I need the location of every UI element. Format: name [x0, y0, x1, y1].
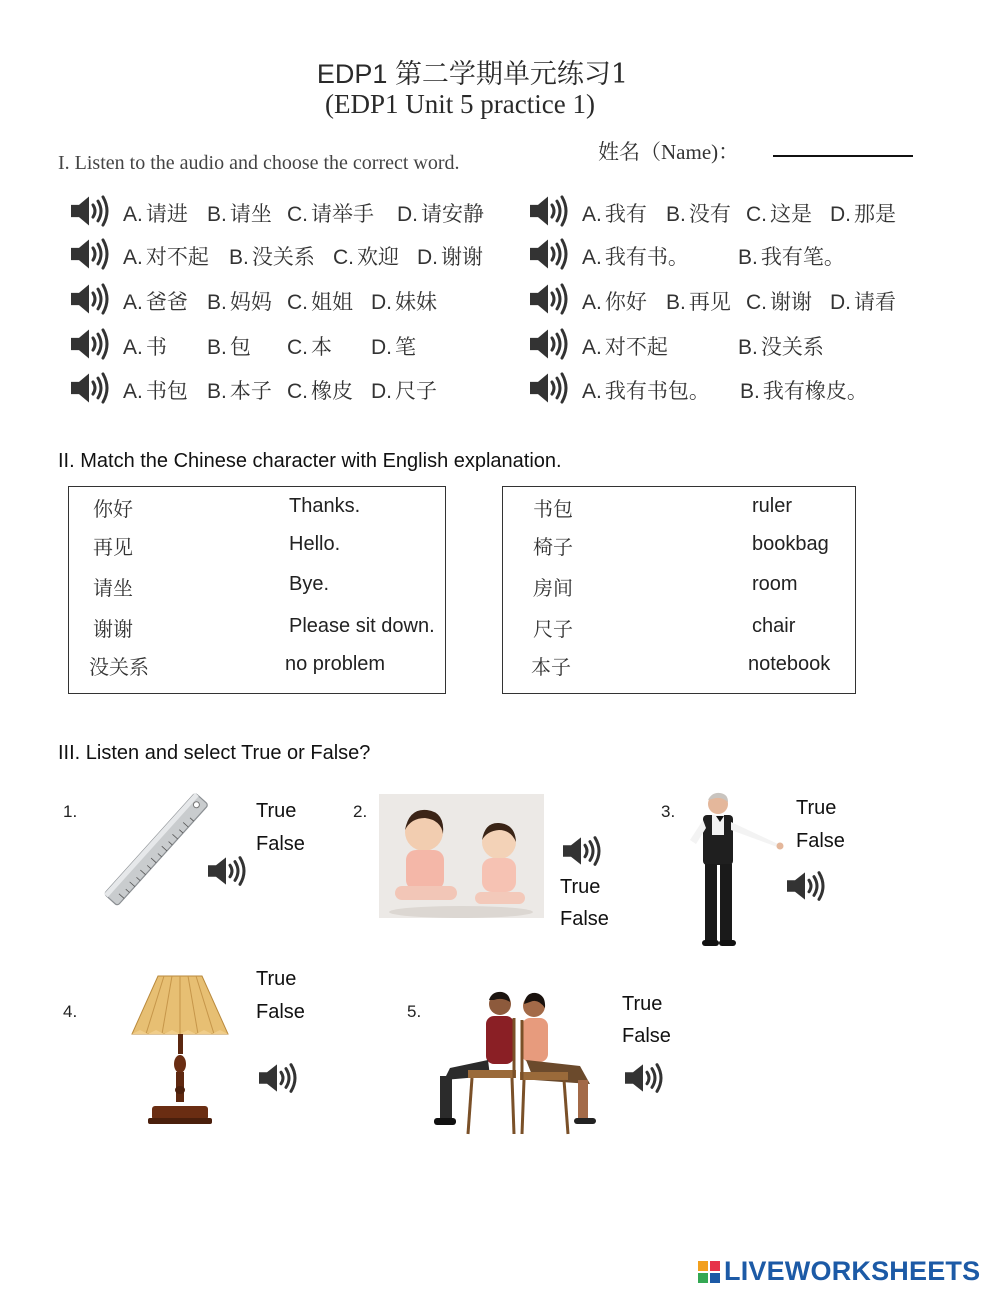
- answer-option[interactable]: [746, 286, 812, 316]
- option-letter: D.: [371, 336, 392, 359]
- match-english-item[interactable]: Thanks.: [289, 495, 361, 517]
- section-1-heading: I. Listen to the audio and choose the correct word.: [58, 152, 460, 174]
- option-letter: B.: [207, 291, 227, 314]
- true-option[interactable]: True: [560, 876, 601, 898]
- true-option[interactable]: True: [622, 993, 663, 1015]
- option-word: 包: [229, 335, 251, 359]
- question-row-left-4: [67, 325, 513, 363]
- item-number: 2.: [353, 802, 368, 821]
- answer-option[interactable]: [582, 331, 668, 361]
- option-word: 我有橡皮。: [762, 379, 868, 403]
- option-word: 对不起: [145, 245, 209, 269]
- option-letter: D.: [417, 246, 438, 269]
- answer-option[interactable]: [123, 331, 167, 361]
- answer-option[interactable]: [371, 375, 437, 405]
- match-chinese-item[interactable]: 请坐: [93, 576, 133, 600]
- match-chinese-item[interactable]: 椅子: [533, 535, 573, 559]
- match-chinese-item[interactable]: 你好: [93, 497, 133, 521]
- speaker-icon[interactable]: [526, 235, 570, 273]
- speaker-icon[interactable]: [204, 853, 246, 889]
- option-word: 橡皮: [311, 379, 353, 403]
- option-word: 再见: [688, 290, 731, 314]
- option-letter: D.: [371, 380, 392, 403]
- option-word: 我有书包。: [604, 379, 710, 403]
- speaker-icon[interactable]: [67, 280, 111, 318]
- false-option[interactable]: False: [560, 908, 609, 930]
- answer-option[interactable]: [333, 241, 399, 271]
- answer-option[interactable]: [397, 198, 484, 228]
- answer-option[interactable]: [207, 375, 272, 405]
- answer-option[interactable]: [830, 198, 896, 228]
- match-chinese-item[interactable]: 房间: [533, 576, 573, 600]
- option-word: 没关系: [251, 245, 315, 269]
- match-english-item[interactable]: chair: [752, 615, 796, 637]
- lamp-image: [128, 972, 233, 1130]
- false-option[interactable]: False: [622, 1025, 671, 1047]
- match-chinese-item[interactable]: 没关系: [89, 655, 149, 679]
- match-chinese-item[interactable]: 谢谢: [93, 617, 133, 641]
- option-letter: C.: [287, 336, 308, 359]
- section-3-heading: III. Listen and select True or False?: [58, 742, 371, 764]
- option-letter: D.: [830, 203, 851, 226]
- answer-option[interactable]: [582, 375, 710, 405]
- title-chinese: 第二学期单元练习1: [394, 59, 629, 90]
- option-letter: B.: [738, 336, 758, 359]
- speaker-icon[interactable]: [67, 235, 111, 273]
- option-letter: D.: [830, 291, 851, 314]
- speaker-icon[interactable]: [526, 280, 570, 318]
- option-word: 谢谢: [770, 290, 812, 314]
- option-letter: B.: [207, 336, 227, 359]
- option-letter: A.: [123, 291, 143, 314]
- option-letter: B.: [738, 246, 758, 269]
- item-number: 5.: [407, 1002, 422, 1021]
- option-word: 妈妈: [229, 290, 272, 314]
- match-english-item[interactable]: room: [752, 573, 798, 595]
- answer-option[interactable]: [123, 241, 209, 271]
- speaker-icon[interactable]: [526, 369, 570, 407]
- logo-mark-icon: [698, 1261, 720, 1283]
- option-word: 请看: [854, 290, 896, 314]
- answer-option[interactable]: [830, 286, 896, 316]
- speaker-icon[interactable]: [526, 325, 570, 363]
- answer-option[interactable]: [666, 286, 731, 316]
- question-row-left-2: [67, 235, 513, 273]
- speaker-icon[interactable]: [67, 192, 111, 230]
- true-option[interactable]: True: [796, 797, 837, 819]
- match-english-item[interactable]: Please sit down.: [289, 615, 435, 637]
- answer-option[interactable]: [738, 241, 845, 271]
- question-row-left-5: [67, 369, 513, 407]
- answer-option[interactable]: [582, 198, 647, 228]
- option-letter: B.: [666, 291, 686, 314]
- couple-image: [430, 988, 605, 1138]
- answer-option[interactable]: [287, 286, 353, 316]
- false-option[interactable]: False: [796, 830, 845, 852]
- option-word: 那是: [854, 202, 896, 226]
- answer-option[interactable]: [582, 241, 689, 271]
- option-word: 请举手: [311, 202, 374, 226]
- option-word: 笔: [395, 335, 416, 359]
- speaker-icon[interactable]: [67, 325, 111, 363]
- option-letter: A.: [123, 203, 143, 226]
- option-letter: A.: [582, 380, 602, 403]
- worksheet-title: [0, 52, 945, 91]
- question-row-right-4: [526, 325, 972, 363]
- match-english-item[interactable]: Hello.: [289, 533, 341, 555]
- title-prefix: EDP1: [316, 59, 388, 89]
- option-word: 请安静: [421, 202, 484, 226]
- option-word: 书包: [145, 379, 188, 403]
- question-row-right-3: [526, 280, 972, 318]
- match-box-right: [502, 486, 856, 694]
- waiter-image: [676, 788, 786, 953]
- name-label: 姓名（Name)：: [598, 140, 740, 164]
- speaker-icon[interactable]: [783, 868, 825, 904]
- option-letter: C.: [287, 380, 308, 403]
- option-word: 请坐: [229, 202, 272, 226]
- answer-option[interactable]: [371, 286, 437, 316]
- brand-wordmark: LIVEWORKSHEETS: [724, 1256, 981, 1286]
- option-word: 谢谢: [441, 245, 483, 269]
- option-word: 欢迎: [357, 245, 399, 269]
- answer-option[interactable]: [746, 198, 812, 228]
- answer-option[interactable]: [123, 375, 188, 405]
- option-word: 我有书。: [604, 245, 689, 269]
- item-number: 1.: [63, 802, 78, 821]
- option-word: 这是: [770, 202, 812, 226]
- option-letter: A.: [123, 246, 143, 269]
- match-english-item[interactable]: notebook: [748, 653, 831, 675]
- section-2-heading: II. Match the Chinese character with English explanation.: [58, 450, 562, 472]
- option-letter: A.: [123, 336, 143, 359]
- answer-option[interactable]: [371, 331, 416, 361]
- speaker-icon[interactable]: [526, 192, 570, 230]
- false-option[interactable]: False: [256, 833, 305, 855]
- answer-option[interactable]: [207, 198, 272, 228]
- option-letter: A.: [582, 291, 602, 314]
- answer-option[interactable]: [738, 331, 824, 361]
- answer-option[interactable]: [740, 375, 868, 405]
- option-word: 你好: [604, 290, 647, 314]
- answer-option[interactable]: [666, 198, 731, 228]
- answer-option[interactable]: [287, 375, 353, 405]
- match-english-item[interactable]: ruler: [752, 495, 793, 517]
- answer-option[interactable]: [207, 331, 251, 361]
- option-word: 本子: [229, 379, 272, 403]
- option-letter: A.: [123, 380, 143, 403]
- option-letter: B.: [666, 203, 686, 226]
- true-option[interactable]: True: [256, 968, 297, 990]
- question-row-right-5: [526, 369, 972, 407]
- match-chinese-item[interactable]: 再见: [93, 535, 133, 559]
- false-option[interactable]: False: [256, 1001, 305, 1023]
- option-word: 对不起: [604, 335, 668, 359]
- name-input-line[interactable]: [773, 155, 913, 157]
- option-word: 姐姐: [311, 290, 353, 314]
- liveworksheets-logo: [698, 1256, 980, 1287]
- match-box-left: [68, 486, 446, 694]
- option-letter: A.: [582, 336, 602, 359]
- match-chinese-item[interactable]: 尺子: [533, 617, 573, 641]
- option-letter: D.: [371, 291, 392, 314]
- option-word: 爸爸: [145, 290, 188, 314]
- option-word: 本: [311, 335, 332, 359]
- question-row-right-1: [526, 192, 972, 230]
- option-word: 没关系: [760, 335, 824, 359]
- answer-option[interactable]: [287, 198, 374, 228]
- option-letter: B.: [740, 380, 760, 403]
- option-word: 妹妹: [395, 290, 437, 314]
- speaker-icon[interactable]: [559, 833, 601, 869]
- option-word: 尺子: [395, 379, 437, 403]
- option-word: 请进: [145, 202, 188, 226]
- answer-option[interactable]: [417, 241, 483, 271]
- option-letter: C.: [287, 203, 308, 226]
- item-number: 3.: [661, 802, 676, 821]
- option-letter: B.: [229, 246, 249, 269]
- item-number: 4.: [63, 1002, 78, 1021]
- answer-option[interactable]: [229, 241, 315, 271]
- speaker-icon[interactable]: [621, 1060, 663, 1096]
- option-letter: C.: [746, 203, 767, 226]
- option-letter: A.: [582, 203, 602, 226]
- answer-option[interactable]: [123, 198, 188, 228]
- two-girls-image: [379, 794, 544, 918]
- option-letter: C.: [746, 291, 767, 314]
- ruler-image: [95, 788, 220, 913]
- answer-option[interactable]: [123, 286, 188, 316]
- answer-option[interactable]: [582, 286, 647, 316]
- option-letter: C.: [287, 291, 308, 314]
- speaker-icon[interactable]: [67, 369, 111, 407]
- option-letter: B.: [207, 380, 227, 403]
- option-word: 没有: [688, 202, 731, 226]
- match-chinese-item[interactable]: 本子: [531, 655, 571, 679]
- option-word: 我有笔。: [760, 245, 845, 269]
- option-letter: A.: [582, 246, 602, 269]
- answer-option[interactable]: [287, 331, 332, 361]
- match-english-item[interactable]: bookbag: [752, 533, 829, 555]
- answer-option[interactable]: [207, 286, 272, 316]
- match-english-item[interactable]: Bye.: [289, 573, 330, 595]
- question-row-left-3: [67, 280, 513, 318]
- option-word: 我有: [604, 202, 647, 226]
- speaker-icon[interactable]: [255, 1060, 297, 1096]
- match-english-item[interactable]: no problem: [285, 653, 386, 675]
- match-chinese-item[interactable]: 书包: [533, 497, 573, 521]
- option-word: 书: [145, 335, 167, 359]
- question-row-right-2: [526, 235, 972, 273]
- option-letter: B.: [207, 203, 227, 226]
- worksheet-subtitle: (EDP1 Unit 5 practice 1): [325, 89, 595, 119]
- question-row-left-1: [67, 192, 513, 230]
- option-letter: C.: [333, 246, 354, 269]
- true-option[interactable]: True: [256, 800, 297, 822]
- option-letter: D.: [397, 203, 418, 226]
